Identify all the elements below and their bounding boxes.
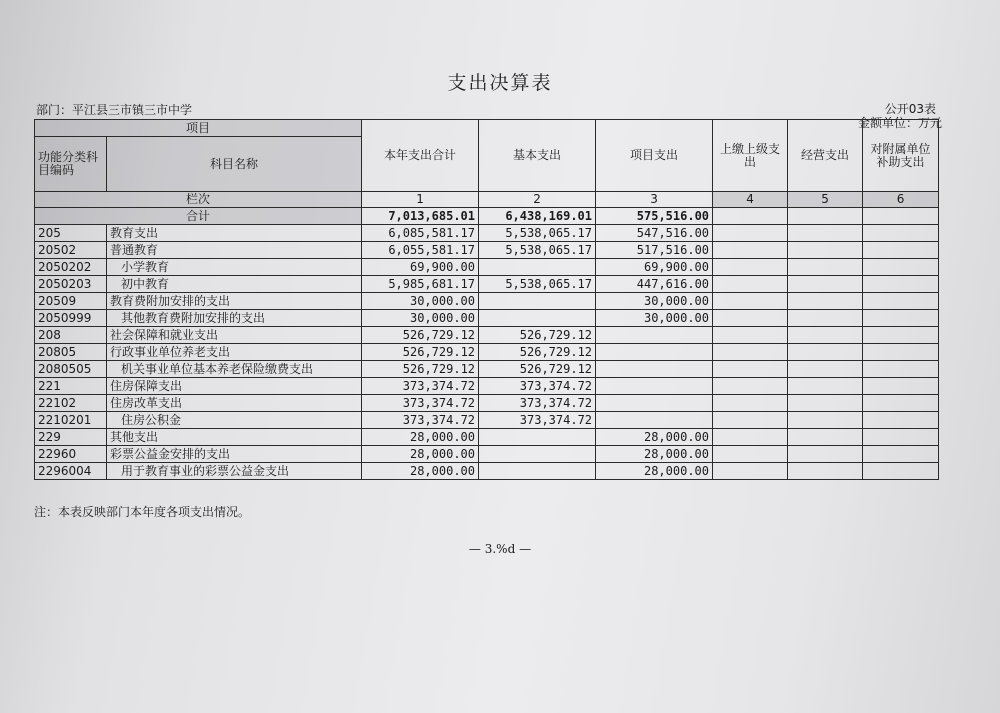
- amount-business: [788, 259, 863, 276]
- col-num-6: 6: [863, 192, 939, 208]
- sum-business: [788, 208, 863, 225]
- amount-upper: [713, 276, 788, 293]
- amount-total: 526,729.12: [362, 361, 479, 378]
- amount-basic: 526,729.12: [479, 344, 596, 361]
- amount-total: 373,374.72: [362, 412, 479, 429]
- subject-code: 205: [35, 225, 107, 242]
- header-project: 项目: [35, 120, 362, 137]
- subject-name: 普通教育: [107, 242, 362, 259]
- department-label: 部门：平江县三市镇三市中学: [36, 103, 193, 117]
- amount-business: [788, 344, 863, 361]
- subject-code: 2050203: [35, 276, 107, 293]
- amount-basic: 373,374.72: [479, 412, 596, 429]
- amount-basic: 526,729.12: [479, 361, 596, 378]
- amount-subsidy: [863, 429, 939, 446]
- amount-upper: [713, 429, 788, 446]
- amount-upper: [713, 446, 788, 463]
- table-row: [35, 429, 939, 446]
- amount-upper: [713, 242, 788, 259]
- table-row: [35, 361, 939, 378]
- header-subsidy: 对附属单位补助支出: [863, 120, 939, 192]
- amount-upper: [713, 225, 788, 242]
- amount-project: 28,000.00: [596, 429, 713, 446]
- amount-subsidy: [863, 378, 939, 395]
- col-num-1: 1: [362, 192, 479, 208]
- amount-business: [788, 225, 863, 242]
- amount-upper: [713, 293, 788, 310]
- subject-name: 彩票公益金安排的支出: [107, 446, 362, 463]
- amount-business: [788, 242, 863, 259]
- table-row: [35, 259, 939, 276]
- col-num-2: 2: [479, 192, 596, 208]
- amount-total: 526,729.12: [362, 327, 479, 344]
- header-upper: 上缴上级支出: [713, 120, 788, 192]
- table-row: [35, 327, 939, 344]
- amount-basic: [479, 310, 596, 327]
- header-subject-name: 科目名称: [107, 137, 362, 192]
- amount-basic: [479, 293, 596, 310]
- amount-basic: [479, 463, 596, 480]
- amount-total: 28,000.00: [362, 429, 479, 446]
- amount-project: 28,000.00: [596, 446, 713, 463]
- amount-subsidy: [863, 412, 939, 429]
- amount-basic: [479, 429, 596, 446]
- table-row: [35, 395, 939, 412]
- subject-code: 2296004: [35, 463, 107, 480]
- amount-subsidy: [863, 344, 939, 361]
- page-title: 支出决算表: [447, 72, 553, 94]
- col-num-4: 4: [713, 192, 788, 208]
- amount-project: 30,000.00: [596, 310, 713, 327]
- amount-project: [596, 378, 713, 395]
- amount-basic: 5,538,065.17: [479, 225, 596, 242]
- amount-subsidy: [863, 259, 939, 276]
- subject-name: 机关事业单位基本养老保险缴费支出: [107, 361, 362, 378]
- amount-subsidy: [863, 293, 939, 310]
- page-number: — 3.%d —: [468, 542, 532, 556]
- subject-name: 小学教育: [107, 259, 362, 276]
- sum-upper: [713, 208, 788, 225]
- amount-basic: [479, 446, 596, 463]
- amount-project: 547,516.00: [596, 225, 713, 242]
- amount-subsidy: [863, 361, 939, 378]
- form-code: 公开03表: [884, 102, 936, 116]
- amount-total: 5,985,681.17: [362, 276, 479, 293]
- amount-project: 30,000.00: [596, 293, 713, 310]
- amount-total: 6,085,581.17: [362, 225, 479, 242]
- table-row: [35, 412, 939, 429]
- amount-project: [596, 344, 713, 361]
- amount-total: 526,729.12: [362, 344, 479, 361]
- amount-total: 373,374.72: [362, 395, 479, 412]
- col-num-5: 5: [788, 192, 863, 208]
- amount-subsidy: [863, 395, 939, 412]
- table-row: [35, 446, 939, 463]
- table-row: [35, 310, 939, 327]
- amount-subsidy: [863, 276, 939, 293]
- header-basic: 基本支出: [479, 120, 596, 192]
- amount-project: 517,516.00: [596, 242, 713, 259]
- amount-project: 69,900.00: [596, 259, 713, 276]
- subject-code: 229: [35, 429, 107, 446]
- table-row: [35, 378, 939, 395]
- table-row: [35, 225, 939, 242]
- amount-total: 30,000.00: [362, 293, 479, 310]
- header-business: 经营支出: [788, 120, 863, 192]
- amount-basic: 5,538,065.17: [479, 276, 596, 293]
- amount-total: 30,000.00: [362, 310, 479, 327]
- amount-project: [596, 327, 713, 344]
- amount-business: [788, 378, 863, 395]
- sum-total: 7,013,685.01: [362, 208, 479, 225]
- amount-business: [788, 395, 863, 412]
- amount-total: 28,000.00: [362, 463, 479, 480]
- amount-business: [788, 446, 863, 463]
- amount-upper: [713, 344, 788, 361]
- amount-project: 28,000.00: [596, 463, 713, 480]
- amount-unit: 金额单位：万元: [857, 116, 942, 130]
- table-row: [35, 242, 939, 259]
- subject-code: 22960: [35, 446, 107, 463]
- subject-code: 2050202: [35, 259, 107, 276]
- subject-code: 2080505: [35, 361, 107, 378]
- sum-subsidy: [863, 208, 939, 225]
- table-row: [35, 344, 939, 361]
- amount-upper: [713, 463, 788, 480]
- subject-code: 20509: [35, 293, 107, 310]
- amount-upper: [713, 412, 788, 429]
- amount-subsidy: [863, 446, 939, 463]
- amount-subsidy: [863, 242, 939, 259]
- amount-subsidy: [863, 310, 939, 327]
- amount-subsidy: [863, 327, 939, 344]
- amount-total: 69,900.00: [362, 259, 479, 276]
- table-row: [35, 276, 939, 293]
- amount-upper: [713, 259, 788, 276]
- header-func-code: 功能分类科目编码: [35, 137, 107, 192]
- sum-project: 575,516.00: [596, 208, 713, 225]
- amount-business: [788, 361, 863, 378]
- subject-name: 行政事业单位养老支出: [107, 344, 362, 361]
- table-row: [35, 293, 939, 310]
- subject-code: 20805: [35, 344, 107, 361]
- table-row: [35, 463, 939, 480]
- amount-project: [596, 361, 713, 378]
- amount-total: 373,374.72: [362, 378, 479, 395]
- amount-upper: [713, 310, 788, 327]
- amount-project: [596, 412, 713, 429]
- amount-subsidy: [863, 225, 939, 242]
- subject-name: 教育费附加安排的支出: [107, 293, 362, 310]
- amount-total: 6,055,581.17: [362, 242, 479, 259]
- col-num-3: 3: [596, 192, 713, 208]
- subject-name: 其他支出: [107, 429, 362, 446]
- subject-name: 其他教育费附加安排的支出: [107, 310, 362, 327]
- subject-name: 社会保障和就业支出: [107, 327, 362, 344]
- amount-project: 447,616.00: [596, 276, 713, 293]
- amount-business: [788, 463, 863, 480]
- subject-code: 221: [35, 378, 107, 395]
- subject-name: 住房公积金: [107, 412, 362, 429]
- subject-name: 初中教育: [107, 276, 362, 293]
- amount-upper: [713, 361, 788, 378]
- subject-code: 20502: [35, 242, 107, 259]
- header-total: 本年支出合计: [362, 120, 479, 192]
- amount-basic: 373,374.72: [479, 395, 596, 412]
- amount-basic: 5,538,065.17: [479, 242, 596, 259]
- subject-code: 22102: [35, 395, 107, 412]
- amount-business: [788, 310, 863, 327]
- amount-subsidy: [863, 463, 939, 480]
- amount-business: [788, 429, 863, 446]
- amount-business: [788, 293, 863, 310]
- amount-business: [788, 276, 863, 293]
- amount-total: 28,000.00: [362, 446, 479, 463]
- sum-label: 合计: [35, 208, 362, 225]
- subject-code: 208: [35, 327, 107, 344]
- subject-name: 教育支出: [107, 225, 362, 242]
- amount-basic: 526,729.12: [479, 327, 596, 344]
- header-column-no: 栏次: [35, 192, 362, 208]
- amount-basic: 373,374.72: [479, 378, 596, 395]
- amount-project: [596, 395, 713, 412]
- amount-business: [788, 412, 863, 429]
- amount-upper: [713, 378, 788, 395]
- amount-upper: [713, 327, 788, 344]
- amount-business: [788, 327, 863, 344]
- subject-name: 用于教育事业的彩票公益金支出: [107, 463, 362, 480]
- subject-code: 2050999: [35, 310, 107, 327]
- amount-basic: [479, 259, 596, 276]
- sum-basic: 6,438,169.01: [479, 208, 596, 225]
- subject-code: 2210201: [35, 412, 107, 429]
- table-note: 注：本表反映部门本年度各项支出情况。: [34, 505, 251, 519]
- subject-name: 住房改革支出: [107, 395, 362, 412]
- subject-name: 住房保障支出: [107, 378, 362, 395]
- amount-upper: [713, 395, 788, 412]
- header-project-exp: 项目支出: [596, 120, 713, 192]
- expenditure-table: [34, 119, 939, 480]
